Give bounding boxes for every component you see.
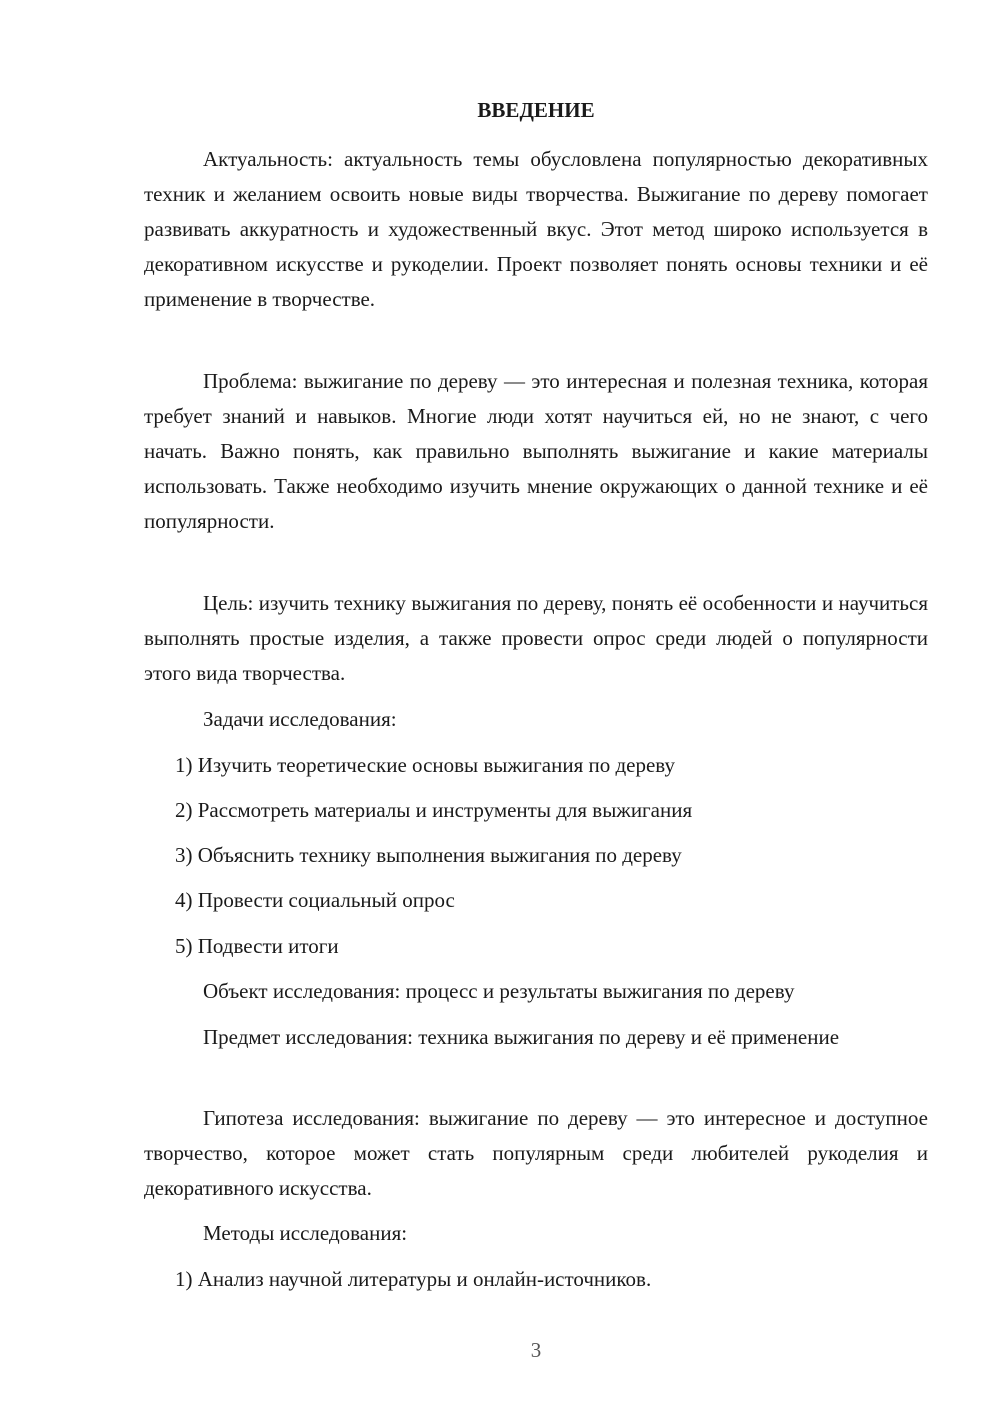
task-item-2: 2) Рассмотреть материалы и инструменты для выжигания xyxy=(175,798,693,822)
task-item-4: 4) Провести социальный опрос xyxy=(175,888,455,912)
methods-heading: Методы исследования: xyxy=(203,1221,408,1245)
task-item-5: 5) Подвести итоги xyxy=(175,934,339,958)
relevance-paragraph: Актуальность: актуальность темы обусловлена популярностью декоративных техник и желанием освоить новые виды творчества. Выжигание по дереву помогает развивать аккуратность и художественный вкус. Этот метод широко используется в декоративном искусстве и рукоделии. Проект позволяет понять основы техники и её применение в творчестве. xyxy=(144,147,928,311)
task-item-1: 1) Изучить теоретические основы выжигания по дереву xyxy=(175,753,676,777)
page-number: 3 xyxy=(530,1338,542,1362)
object-paragraph: Объект исследования: процесс и результаты выжигания по дереву xyxy=(203,979,795,1003)
tasks-heading: Задачи исследования: xyxy=(203,707,397,731)
subject-paragraph: Предмет исследования: техника выжигания по дереву и её применение xyxy=(203,1025,840,1049)
hypothesis-paragraph: Гипотеза исследования: выжигание по дереву — это интересное и доступное творчество, которое может стать популярным среди любителей рукоделия и декоративного искусства. xyxy=(144,1106,928,1200)
problem-paragraph: Проблема: выжигание по дереву — это интересная и полезная техника, которая требует знаний и навыков. Многие люди хотят научиться ей, но не знают, с чего начать. Важно понять, как правильно выполнять выжигание и какие материалы использовать. Также необходимо изучить мнение окружающих о данной технике и её популярности. xyxy=(144,369,928,533)
page-title: ВВЕДЕНИЕ xyxy=(477,98,595,122)
task-item-3: 3) Объяснить технику выполнения выжигания по дереву xyxy=(175,843,682,867)
goal-paragraph: Цель: изучить технику выжигания по дереву, понять её особенности и научиться выполнять простые изделия, а также провести опрос среди людей о популярности этого вида творчества. xyxy=(144,591,928,685)
method-item-1: 1) Анализ научной литературы и онлайн-источников. xyxy=(175,1267,652,1291)
